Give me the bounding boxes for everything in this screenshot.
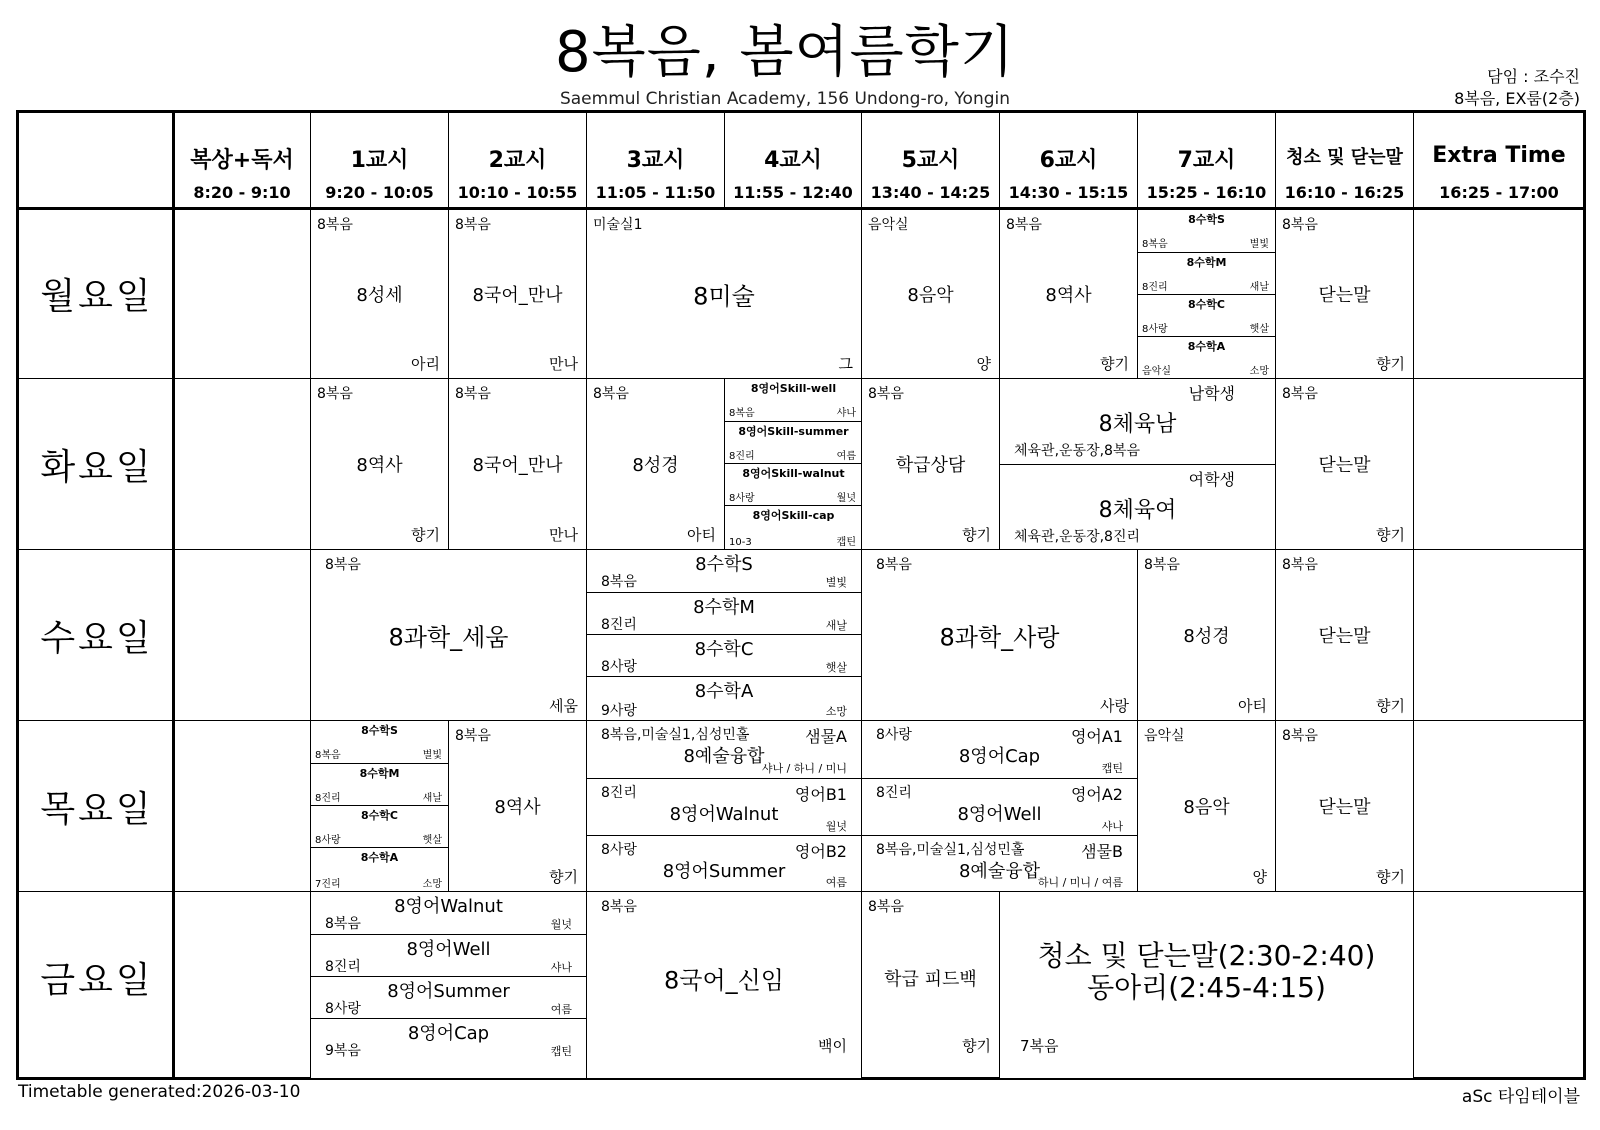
teacher-label: 샤나 / 하니 / 미니 xyxy=(761,762,847,775)
teacher-label: 백이 xyxy=(818,1037,847,1055)
room-label: 8복음 xyxy=(1144,557,1180,573)
subject-label: 8수학A xyxy=(360,851,399,864)
room-label: 8복음 xyxy=(455,728,491,744)
teacher-label: 캡틴 xyxy=(836,537,856,548)
day-label-tue: 화요일 xyxy=(40,447,154,488)
day-label-fri: 금요일 xyxy=(40,960,154,1001)
subject-label: 8영어Walnut xyxy=(669,804,779,825)
subject-label: 8예술융합 xyxy=(958,861,1040,882)
split-lesson-cell[interactable] xyxy=(1138,210,1275,378)
subject-label: 닫는말 xyxy=(1318,626,1371,647)
subject-label: 8국어_만나 xyxy=(472,285,563,306)
lesson-cell[interactable] xyxy=(449,721,586,891)
room-label: 9사랑 xyxy=(601,703,637,719)
teacher-label: 새날 xyxy=(422,793,442,804)
room-label: 8복음 xyxy=(455,217,491,233)
subject-label: 8예술융합 xyxy=(683,746,765,767)
period-name: 1교시 xyxy=(350,148,409,173)
teacher-label: 소망 xyxy=(1249,366,1269,377)
subject-label: 8역사 xyxy=(1045,285,1092,306)
teacher-label: 별빛 xyxy=(422,750,442,761)
teacher-label: 햇살 xyxy=(422,835,442,846)
room-label: 8복음 xyxy=(1142,239,1168,250)
lesson-cell[interactable] xyxy=(1276,550,1413,720)
period-header xyxy=(1414,113,1584,210)
subject-label: 8수학M xyxy=(359,767,400,780)
room-label: 8복음 xyxy=(455,386,491,402)
room-label: 8복음 xyxy=(1282,557,1318,573)
subject-label: 닫는말 xyxy=(1318,455,1371,476)
subject-label: 8음악 xyxy=(907,285,954,306)
period-name: 복상+독서 xyxy=(190,148,294,173)
group-label: 샘물B xyxy=(1081,842,1123,861)
sub-lesson[interactable] xyxy=(862,778,1137,836)
period-name: 7교시 xyxy=(1177,148,1236,173)
period-time: 10:10 - 10:55 xyxy=(457,183,578,202)
subject-label: 8역사 xyxy=(494,797,541,818)
period-time: 15:25 - 16:10 xyxy=(1146,183,1267,202)
cleanup-label: 청소 및 닫는말(2:30-2:40) xyxy=(1037,939,1376,972)
day-label-mon: 월요일 xyxy=(40,276,154,317)
lesson-cell[interactable] xyxy=(1138,721,1275,891)
room-label: 8복음 xyxy=(868,386,904,402)
split-lesson-cell[interactable] xyxy=(587,721,861,891)
sub-lesson[interactable] xyxy=(311,805,448,848)
teacher-label: 여름 xyxy=(550,1003,572,1016)
period-name: 청소 및 닫는말 xyxy=(1286,147,1403,168)
teacher-label: 월넛 xyxy=(550,918,572,931)
sub-lesson[interactable] xyxy=(311,721,448,763)
homeroom-teacher: 담임 : 조수진 xyxy=(1487,67,1580,86)
sub-lesson[interactable] xyxy=(725,379,862,421)
lesson-cell[interactable] xyxy=(862,892,999,1078)
sub-lesson[interactable] xyxy=(311,1018,586,1061)
teacher-label: 샤나 xyxy=(1101,820,1123,833)
room-label: 8복음 xyxy=(325,916,361,932)
homeroom-room: 8복음, EX룸(2층) xyxy=(1454,89,1580,108)
group-label: 영어B2 xyxy=(794,842,847,861)
room-label: 8사랑 xyxy=(315,835,341,846)
subject-label: 8영어Well xyxy=(406,939,491,960)
teacher-label: 캡틴 xyxy=(1101,762,1123,775)
teacher-label: 햇살 xyxy=(825,661,847,674)
subject-label: 8체육남 xyxy=(1098,412,1177,437)
room-label: 8복음 xyxy=(317,386,353,402)
subject-label: 8수학A xyxy=(1187,340,1226,353)
room-label: 8복음,미술실1,심성민홀 xyxy=(601,727,750,743)
subject-label: 8영어Summer xyxy=(387,981,510,1002)
teacher-label: 월넛 xyxy=(836,493,856,504)
divider xyxy=(1413,113,1414,1077)
lesson-cell[interactable] xyxy=(1276,379,1413,549)
room-label: 9복음 xyxy=(325,1043,361,1059)
sub-lesson[interactable] xyxy=(587,721,861,778)
sub-lesson[interactable] xyxy=(587,592,861,635)
period-name: 4교시 xyxy=(764,148,822,173)
subject-label: 8수학M xyxy=(693,597,755,618)
group-label: 영어A2 xyxy=(1070,785,1123,804)
sub-lesson[interactable] xyxy=(587,835,861,891)
club-activity-block xyxy=(1000,940,1413,1004)
room-label: 체육관,운동장,8복음 xyxy=(1014,443,1140,459)
sub-lesson[interactable] xyxy=(311,763,448,806)
teacher-label: 아티 xyxy=(1238,697,1267,715)
period-name: 2교시 xyxy=(488,148,547,173)
period-header xyxy=(862,113,999,210)
subject-label: 닫는말 xyxy=(1318,285,1371,306)
sub-lesson[interactable] xyxy=(725,421,862,464)
period-header xyxy=(1000,113,1137,210)
teacher-label: 양 xyxy=(976,355,991,373)
room-label: 8복음 xyxy=(315,750,341,761)
teacher-label: 여름 xyxy=(836,451,856,462)
subject-label: 8미술 xyxy=(693,282,755,311)
room-label: 8진리 xyxy=(315,793,341,804)
period-name: 6교시 xyxy=(1039,148,1098,173)
period-header xyxy=(311,113,448,210)
room-label: 음악실 xyxy=(1142,366,1171,377)
room-label: 8진리 xyxy=(729,451,755,462)
room-label: 10-3 xyxy=(729,537,752,548)
room-label: 8진리 xyxy=(876,785,912,801)
sub-lesson[interactable] xyxy=(587,634,861,677)
room-label: 미술실1 xyxy=(593,217,643,233)
room-label: 8복음 xyxy=(729,408,755,419)
subject-label: 8수학S xyxy=(695,554,753,575)
period-name: 3교시 xyxy=(626,148,685,173)
teacher-label: 그 xyxy=(838,355,853,373)
period-time: 8:20 - 9:10 xyxy=(193,183,291,202)
room-label: 8사랑 xyxy=(1142,324,1168,335)
lesson-cell[interactable] xyxy=(1000,210,1137,378)
period-time: 13:40 - 14:25 xyxy=(870,183,991,202)
sub-lesson[interactable] xyxy=(862,835,1137,891)
subject-label: 8국어_신임 xyxy=(663,966,784,995)
subject-label: 8과학_사랑 xyxy=(939,623,1060,652)
teacher-label: 별빛 xyxy=(825,576,847,589)
sub-lesson[interactable] xyxy=(587,778,861,836)
teacher-label: 아티 xyxy=(687,526,716,544)
room-label: 음악실 xyxy=(1144,728,1185,744)
teacher-label: 향기 xyxy=(1376,697,1405,715)
subject-label: 8음악 xyxy=(1183,797,1230,818)
room-label: 8복음 xyxy=(601,899,637,915)
timetable-grid xyxy=(16,110,1586,1080)
lesson-cell[interactable] xyxy=(862,210,999,378)
sub-lesson[interactable] xyxy=(1000,379,1275,464)
room-label: 8복음 xyxy=(868,899,904,915)
lesson-cell[interactable] xyxy=(1138,550,1275,720)
lesson-cell[interactable] xyxy=(1000,892,1413,1078)
subject-label: 8수학A xyxy=(694,681,754,702)
room-label: 8복음 xyxy=(1282,217,1318,233)
lesson-cell[interactable] xyxy=(862,550,1137,720)
period-header xyxy=(587,113,724,210)
subject-label: 8성세 xyxy=(356,285,403,306)
teacher-label: 새날 xyxy=(1249,282,1269,293)
lesson-cell[interactable] xyxy=(449,379,586,549)
subject-label: 8국어_만나 xyxy=(472,455,563,476)
room-label: 8복음 xyxy=(1282,728,1318,744)
sub-lesson[interactable] xyxy=(587,676,861,720)
teacher-label: 향기 xyxy=(1376,355,1405,373)
sub-lesson[interactable] xyxy=(862,721,1137,778)
subject-label: 8영어Summer xyxy=(662,861,786,882)
room-label: 8사랑 xyxy=(729,493,755,504)
teacher-label: 소망 xyxy=(422,879,442,890)
lesson-cell[interactable] xyxy=(587,210,861,378)
room-label: 음악실 xyxy=(868,217,909,233)
subject-label: 8수학C xyxy=(694,639,754,660)
sub-lesson[interactable] xyxy=(1138,294,1275,337)
teacher-label: 만나 xyxy=(549,526,578,544)
group-label: 샘물A xyxy=(805,727,847,746)
subject-label: 8영어Walnut xyxy=(394,896,503,917)
subject-label: 8수학M xyxy=(1186,256,1227,269)
subject-label: 8영어Cap xyxy=(958,746,1041,767)
sub-lesson[interactable] xyxy=(725,505,862,549)
teacher-label: 월넛 xyxy=(825,820,847,833)
teacher-label: 별빛 xyxy=(1249,239,1269,250)
sub-lesson[interactable] xyxy=(311,892,586,934)
sub-lesson[interactable] xyxy=(1000,464,1275,549)
subject-label: 닫는말 xyxy=(1318,797,1371,818)
subject-label: 8영어Well xyxy=(957,804,1042,825)
group-label: 여학생 xyxy=(1188,470,1235,489)
lesson-cell[interactable] xyxy=(587,892,861,1078)
room-label: 8사랑 xyxy=(601,659,637,675)
sub-lesson[interactable] xyxy=(587,550,861,592)
subject-label: 8영어Skill-walnut xyxy=(742,467,845,480)
sub-lesson[interactable] xyxy=(1138,210,1275,252)
school-address: Saemmul Christian Academy, 156 Undong-ro, Yongin xyxy=(559,89,1011,109)
room-label: 8진리 xyxy=(601,785,637,801)
lesson-cell[interactable] xyxy=(311,210,448,378)
lesson-cell[interactable] xyxy=(1276,721,1413,891)
teacher-label: 소망 xyxy=(825,705,847,718)
lesson-cell[interactable] xyxy=(862,379,999,549)
period-header xyxy=(449,113,586,210)
teacher-label: 캡틴 xyxy=(550,1045,572,1058)
lesson-cell[interactable] xyxy=(449,210,586,378)
split-lesson-cell[interactable] xyxy=(862,721,1137,891)
split-lesson-cell[interactable] xyxy=(587,550,861,720)
club-label: 동아리(2:45-4:15) xyxy=(1087,971,1326,1004)
split-lesson-cell[interactable] xyxy=(311,721,448,891)
subject-label: 8수학C xyxy=(1188,298,1225,311)
subject-label: 8영어Skill-well xyxy=(750,382,837,395)
page-title: 8복음, 봄여름학기 xyxy=(555,20,1015,85)
subject-label: 학급상담 xyxy=(895,455,966,476)
subject-label: 학급 피드백 xyxy=(884,968,977,990)
sub-lesson[interactable] xyxy=(311,976,586,1019)
sub-lesson[interactable] xyxy=(725,463,862,506)
period-time: 11:05 - 11:50 xyxy=(595,183,716,202)
room-label: 8복음 xyxy=(876,557,912,573)
subject-label: 8역사 xyxy=(356,455,403,476)
room-label: 8사랑 xyxy=(601,842,637,858)
teacher-label: 양 xyxy=(1252,868,1267,886)
room-label: 8복음 xyxy=(593,386,629,402)
period-header xyxy=(1276,113,1413,210)
teacher-label: 하니 / 미니 / 여름 xyxy=(1037,876,1123,889)
divider xyxy=(172,113,175,1077)
teacher-label: 사랑 xyxy=(1100,697,1129,715)
teacher-label: 샤나 xyxy=(550,961,572,974)
teacher-label: 여름 xyxy=(825,876,847,889)
room-label: 8진리 xyxy=(325,959,361,975)
sub-lesson[interactable] xyxy=(311,847,448,891)
teacher-label: 향기 xyxy=(411,526,440,544)
teacher-label: 아리 xyxy=(411,355,440,373)
class-info xyxy=(1454,66,1580,110)
subject-label: 8영어Cap xyxy=(407,1023,490,1044)
period-time: 14:30 - 15:15 xyxy=(1008,183,1129,202)
room-label: 8복음,미술실1,심성민홀 xyxy=(876,842,1025,858)
lesson-cell[interactable] xyxy=(311,550,586,720)
sub-lesson[interactable] xyxy=(311,934,586,977)
period-header xyxy=(174,113,310,210)
room-label: 8복음 xyxy=(1282,386,1318,402)
room-label: 7복음 xyxy=(1020,1037,1059,1055)
subject-label: 8영어Skill-cap xyxy=(752,509,835,522)
teacher-label: 향기 xyxy=(1376,526,1405,544)
room-label: 8진리 xyxy=(601,617,637,633)
room-label: 8사랑 xyxy=(325,1001,361,1017)
split-lesson-cell[interactable] xyxy=(1000,379,1275,549)
period-time: 16:10 - 16:25 xyxy=(1284,183,1405,202)
group-label: 영어B1 xyxy=(794,785,847,804)
subject-label: 8체육여 xyxy=(1098,498,1177,523)
teacher-label: 세움 xyxy=(549,697,578,715)
room-label: 8복음 xyxy=(601,574,637,590)
subject-label: 8성경 xyxy=(632,455,679,476)
subject-label: 8수학S xyxy=(361,724,398,737)
day-label-thu: 목요일 xyxy=(40,789,154,830)
teacher-label: 새날 xyxy=(825,619,847,632)
teacher-label: 만나 xyxy=(549,355,578,373)
group-label: 남학생 xyxy=(1188,384,1235,403)
group-label: 영어A1 xyxy=(1070,727,1123,746)
subject-label: 8수학C xyxy=(361,809,398,822)
teacher-label: 향기 xyxy=(549,868,578,886)
subject-label: 8수학S xyxy=(1188,213,1225,226)
lesson-cell[interactable] xyxy=(587,379,724,549)
period-time: 11:55 - 12:40 xyxy=(733,183,853,202)
teacher-label: 햇살 xyxy=(1249,324,1269,335)
period-header xyxy=(1138,113,1275,210)
subject-label: 8영어Skill-summer xyxy=(738,425,849,438)
room-label: 7진리 xyxy=(315,879,341,890)
room-label: 8복음 xyxy=(317,217,353,233)
teacher-label: 향기 xyxy=(962,1037,991,1055)
room-label: 8사랑 xyxy=(876,727,912,743)
room-label: 8복음 xyxy=(325,557,361,573)
period-name: Extra Time xyxy=(1432,143,1566,168)
sub-lesson[interactable] xyxy=(1138,336,1275,378)
period-name: 5교시 xyxy=(901,148,960,173)
period-header xyxy=(725,113,861,210)
generated-date: Timetable generated:2026-03-10 xyxy=(18,1082,301,1102)
day-label-wed: 수요일 xyxy=(40,618,154,659)
split-lesson-cell[interactable] xyxy=(311,892,586,1078)
teacher-label: 향기 xyxy=(962,526,991,544)
teacher-label: 향기 xyxy=(1100,355,1129,373)
lesson-cell[interactable] xyxy=(1276,210,1413,378)
sub-lesson[interactable] xyxy=(1138,252,1275,295)
brand-label: aSc 타임테이블 xyxy=(1461,1087,1580,1107)
subject-label: 8성경 xyxy=(1183,626,1230,647)
period-time: 9:20 - 10:05 xyxy=(325,183,434,202)
split-lesson-cell[interactable] xyxy=(724,379,862,549)
period-time: 16:25 - 17:00 xyxy=(1439,183,1559,202)
lesson-cell[interactable] xyxy=(311,379,448,549)
subject-label: 8과학_세움 xyxy=(388,623,509,652)
room-label: 8복음 xyxy=(1006,217,1042,233)
room-label: 체육관,운동장,8진리 xyxy=(1014,529,1140,545)
teacher-label: 샤나 xyxy=(836,408,856,419)
teacher-label: 향기 xyxy=(1376,868,1405,886)
room-label: 8진리 xyxy=(1142,282,1168,293)
